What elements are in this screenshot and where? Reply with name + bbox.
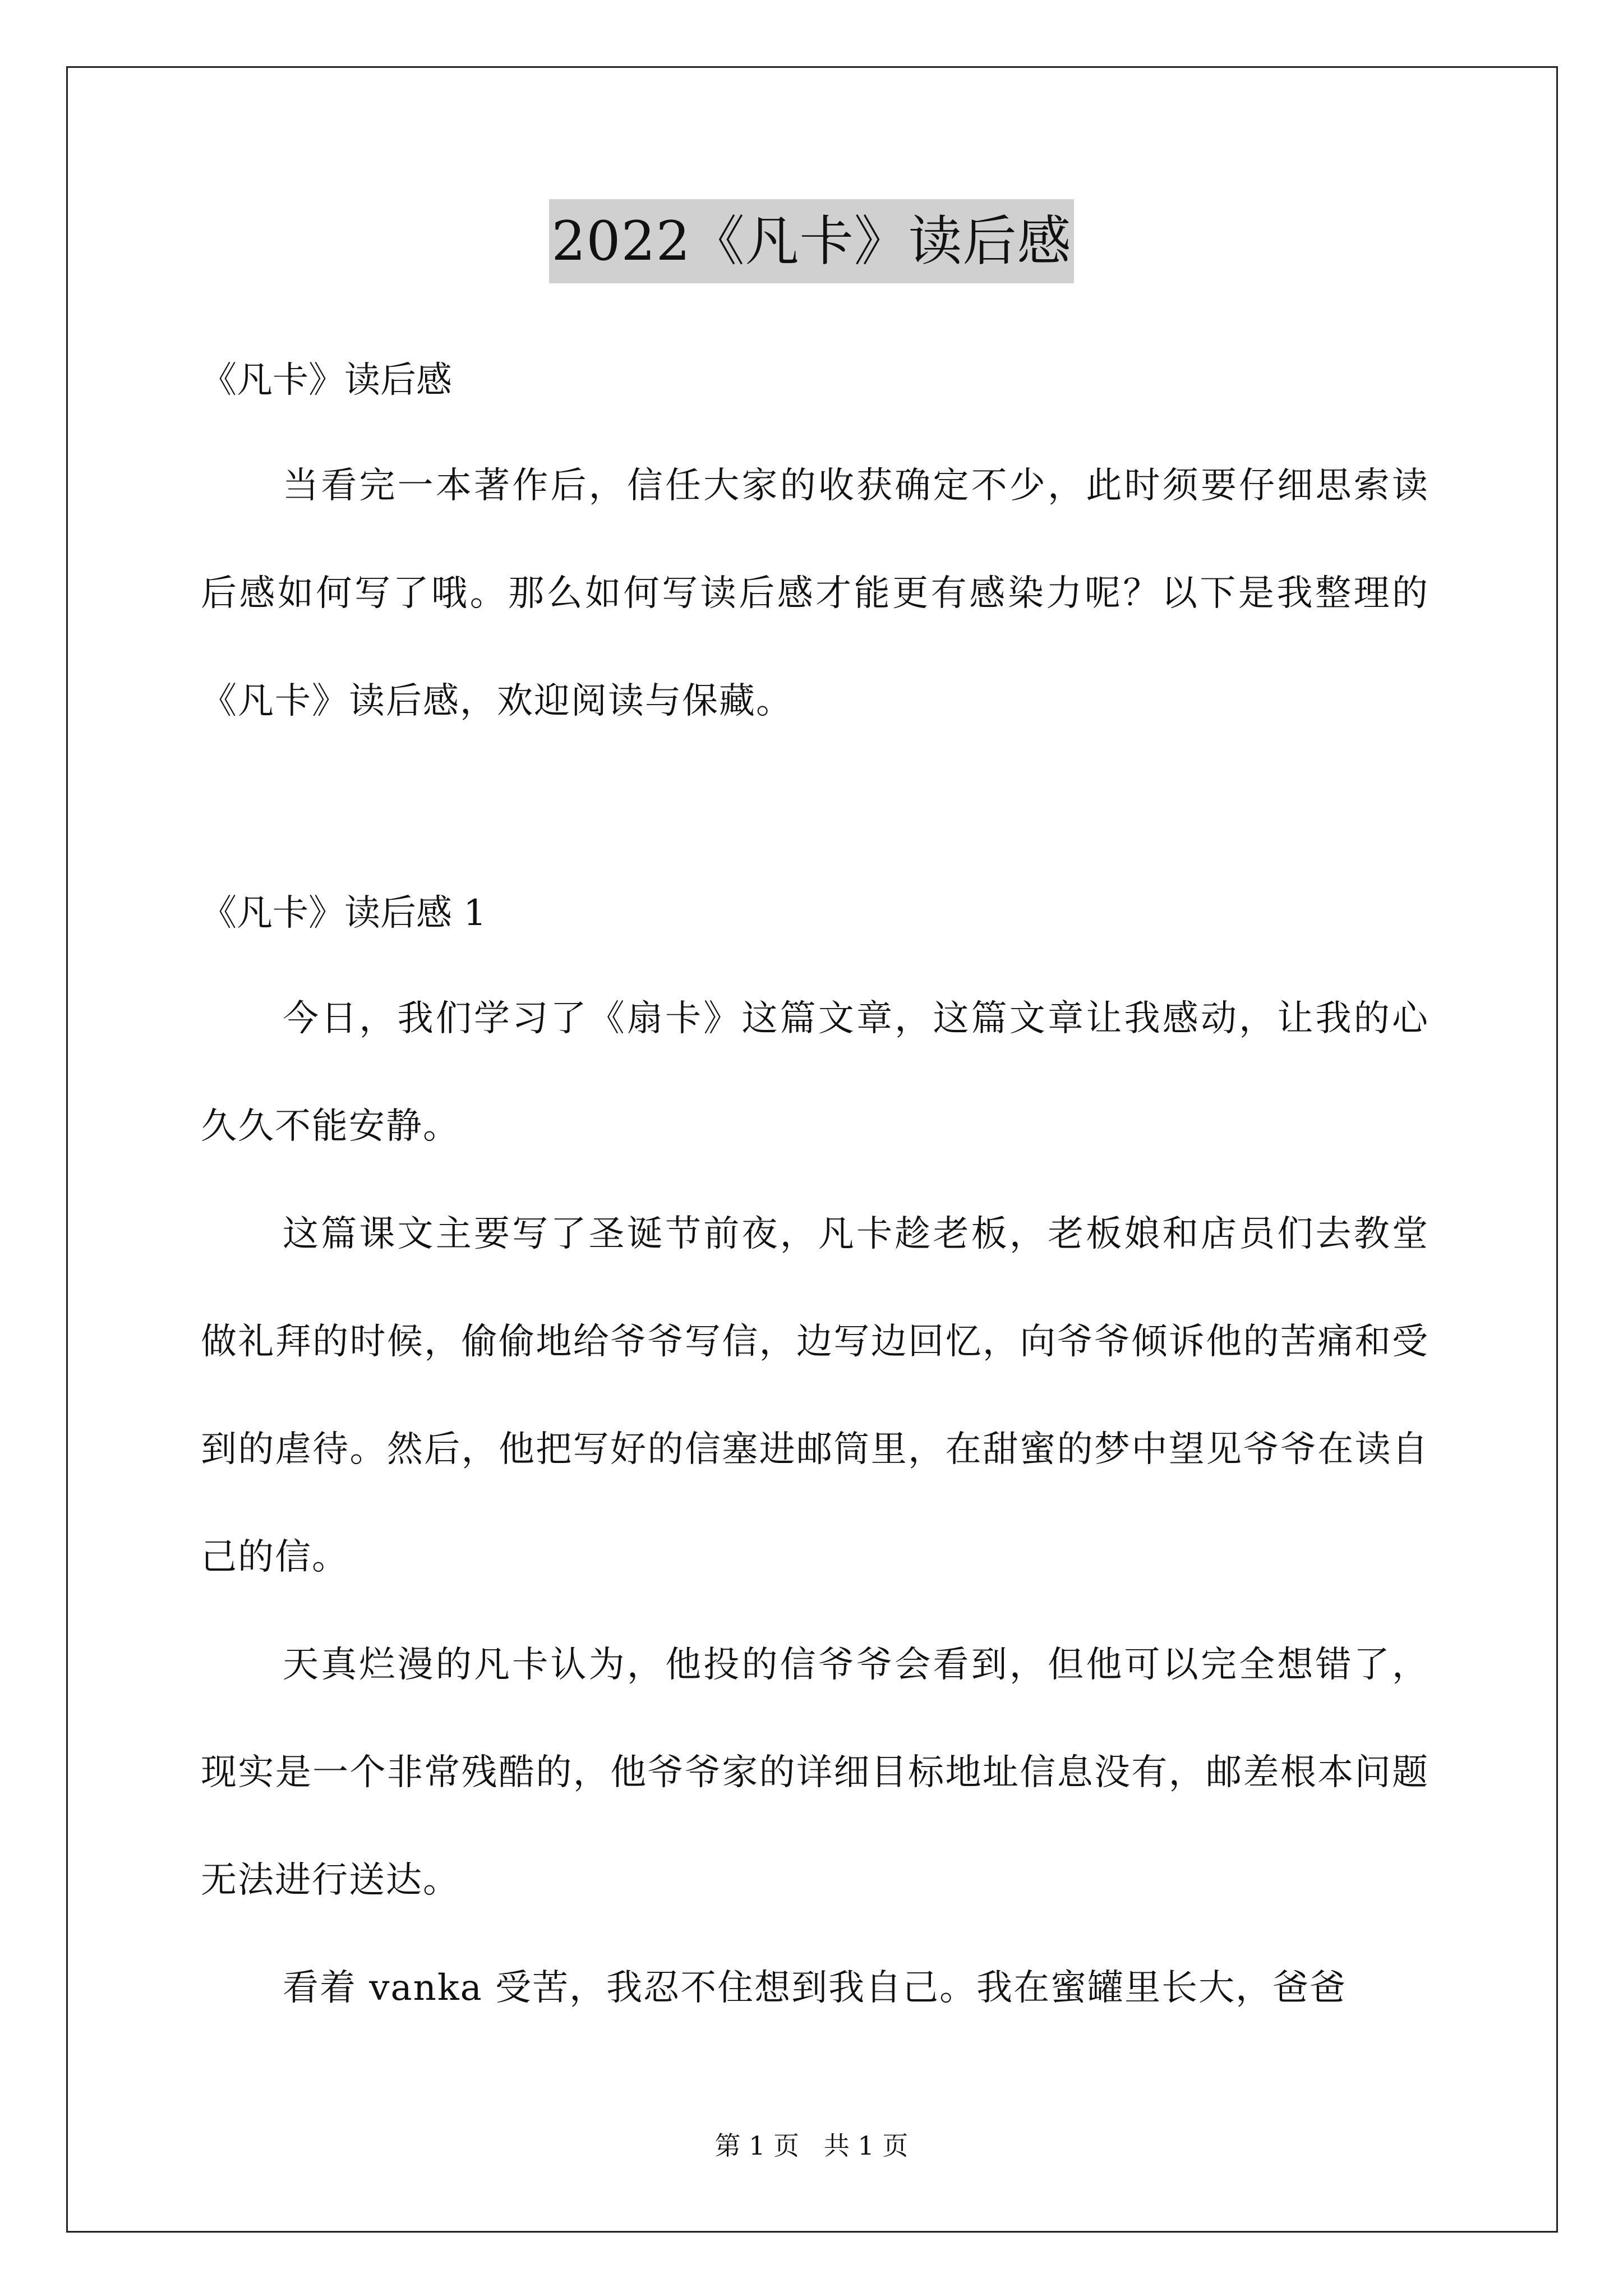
section-heading-1: 《凡卡》读后感 1 bbox=[201, 892, 487, 934]
title-container bbox=[0, 199, 1623, 283]
body-paragraph: 天真烂漫的凡卡认为，他投的信爷爷会看到，但他可以完全想错了，现实是一个非常残酷的，他爷爷家的详细目标地址信息没有，邮差根本问题无法进行送达。 bbox=[201, 1644, 1429, 1901]
body-paragraph: 看着 vanka 受苦，我忍不住想到我自己。我在蜜罐里长大，爸爸 bbox=[283, 1967, 1347, 2009]
body-paragraph: 今日，我们学习了《扇卡》这篇文章，这篇文章让我感动，让我的心久久不能安静。 bbox=[201, 998, 1429, 1147]
page-footer: 第 1 页 共 1 页 bbox=[714, 2131, 909, 2161]
intro-heading: 《凡卡》读后感 bbox=[201, 360, 452, 401]
intro-paragraph: 当看完一本著作后，信任大家的收获确定不少，此时须要仔细思索读后感如何写了哦。那么如何写读后感才能更有感染力呢？以下是我整理的《凡卡》读后感，欢迎阅读与保藏。 bbox=[201, 465, 1429, 722]
document-title: 2022《凡卡》读后感 bbox=[549, 199, 1073, 283]
body-paragraph: 这篇课文主要写了圣诞节前夜，凡卡趁老板，老板娘和店员们去教堂做礼拜的时候，偷偷地给爷爷写信，边写边回忆，向爷爷倾诉他的苦痛和受到的虐待。然后，他把写好的信塞进邮筒里，在甜蜜的梦中望见爷爷在读自己的信。 bbox=[201, 1213, 1429, 1578]
